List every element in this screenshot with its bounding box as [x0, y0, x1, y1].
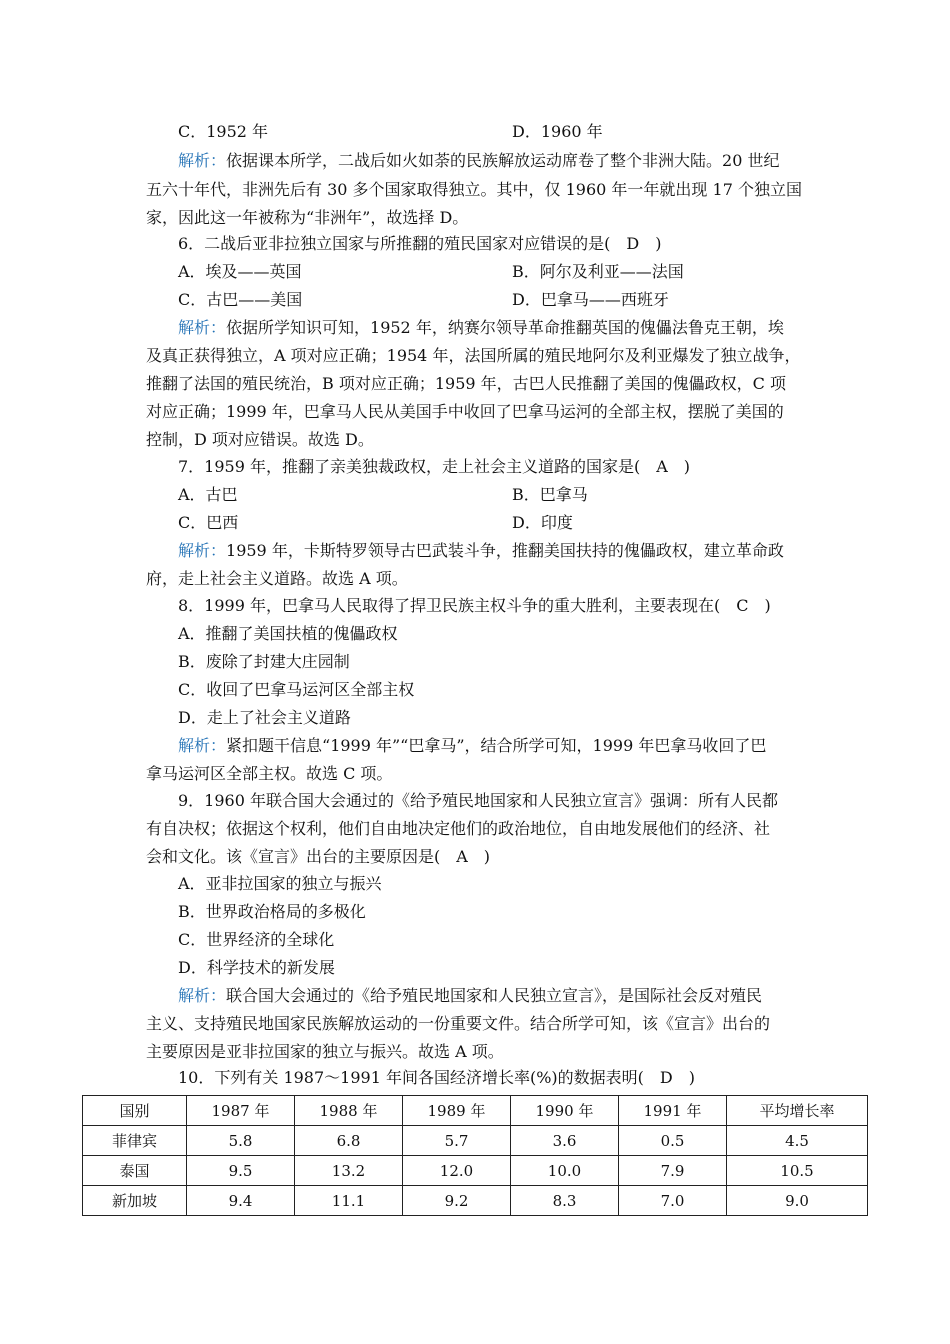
q8-analysis-line: 拿马运河区全部主权。故选 C 项。	[146, 764, 393, 783]
q7-option-a: A．古巴	[178, 485, 238, 504]
q9-option-b: B．世界政治格局的多极化	[178, 902, 366, 921]
q6-option-c: C．古巴——美国	[178, 290, 303, 309]
table-cell-country: 菲律宾	[83, 1126, 187, 1156]
table-cell: 11.1	[295, 1186, 403, 1216]
q8-analysis-line: 解析：紧扣题干信息“1999 年”“巴拿马”，结合所学可知，1999 年巴拿马收回了巴	[178, 736, 767, 755]
analysis-label: 解析：	[178, 986, 227, 1005]
q6-analysis-line: 解析：依据所学知识可知，1952 年，纳赛尔领导革命推翻英国的傀儡法鲁克王朝，埃	[178, 318, 784, 337]
table-header-cell: 平均增长率	[727, 1096, 868, 1126]
table-cell: 7.0	[619, 1186, 727, 1216]
q7-analysis-line: 解析：1959 年，卡斯特罗领导古巴武装斗争，推翻美国扶持的傀儡政权，建立革命政	[178, 541, 784, 560]
q7-stem: 7．1959 年，推翻了亲美独裁政权，走上社会主义道路的国家是( A )	[178, 457, 691, 476]
q6-analysis-line: 对应正确；1999 年，巴拿马人民从美国手中收回了巴拿马运河的全部主权，摆脱了美国的	[146, 402, 784, 421]
q5-analysis-line: 五六十年代，非洲先后有 30 多个国家取得独立。其中，仅 1960 年一年就出现 17 个独立国	[146, 180, 802, 199]
q8-stem: 8．1999 年，巴拿马人民取得了捍卫民族主权斗争的重大胜利，主要表现在( C )	[178, 596, 771, 615]
table-cell: 12.0	[403, 1156, 511, 1186]
q8-option-a: A．推翻了美国扶植的傀儡政权	[178, 624, 398, 643]
q5-option-c: C．1952 年	[178, 122, 269, 141]
table-header-cell: 1990 年	[511, 1096, 619, 1126]
q7-option-d: D．印度	[512, 513, 573, 532]
table-cell: 3.6	[511, 1126, 619, 1156]
table-row	[83, 1126, 868, 1156]
q6-option-d: D．巴拿马——西班牙	[512, 290, 669, 309]
q5-option-d: D．1960 年	[512, 122, 603, 141]
q9-stem-line: 会和文化。该《宣言》出台的主要原因是( A )	[146, 847, 491, 866]
q9-analysis-line: 主义、支持殖民地国家民族解放运动的一份重要文件。结合所学可知，该《宣言》出台的	[146, 1014, 771, 1033]
table-cell: 0.5	[619, 1126, 727, 1156]
q9-option-a: A．亚非拉国家的独立与振兴	[178, 874, 382, 893]
q9-option-c: C．世界经济的全球化	[178, 930, 335, 949]
q5-analysis-line: 解析：依据课本所学，二战后如火如荼的民族解放运动席卷了整个非洲大陆。20 世纪	[178, 151, 780, 170]
table-cell: 9.0	[727, 1186, 868, 1216]
q9-analysis-line: 主要原因是亚非拉国家的独立与振兴。故选 A 项。	[146, 1042, 504, 1061]
analysis-label: 解析：	[178, 318, 227, 337]
table-cell: 4.5	[727, 1126, 868, 1156]
q5-analysis-line: 家，因此这一年被称为“非洲年”，故选择 D。	[146, 208, 469, 227]
q7-option-b: B．巴拿马	[512, 485, 588, 504]
table-header-cell: 1989 年	[403, 1096, 511, 1126]
table-cell: 9.4	[187, 1186, 295, 1216]
q7-option-c: C．巴西	[178, 513, 239, 532]
table-header-cell: 1988 年	[295, 1096, 403, 1126]
table-header-cell: 国别	[83, 1096, 187, 1126]
q6-stem: 6．二战后亚非拉独立国家与所推翻的殖民国家对应错误的是( D )	[178, 234, 662, 253]
q6-option-b: B．阿尔及利亚——法国	[512, 262, 684, 281]
table-cell: 9.5	[187, 1156, 295, 1186]
q9-stem-line: 有自决权；依据这个权利，他们自由地决定他们的政治地位，自由地发展他们的经济、社	[146, 819, 771, 838]
q6-analysis-line: 及真正获得独立，A 项对应正确；1954 年，法国所属的殖民地阿尔及利亚爆发了独立战争，	[146, 346, 801, 365]
table-header-row	[83, 1096, 868, 1126]
q10-stem: 10．下列有关 1987～1991 年间各国经济增长率(%)的数据表明( D )	[178, 1068, 695, 1087]
q8-option-b: B．废除了封建大庄园制	[178, 652, 350, 671]
q8-option-d: D．走上了社会主义道路	[178, 708, 351, 727]
q9-option-d: D．科学技术的新发展	[178, 958, 335, 977]
q7-analysis-line: 府，走上社会主义道路。故选 A 项。	[146, 569, 408, 588]
q8-option-c: C．收回了巴拿马运河区全部主权	[178, 680, 415, 699]
table-cell: 5.7	[403, 1126, 511, 1156]
q6-analysis-line: 控制，D 项对应错误。故选 D。	[146, 430, 374, 449]
table-cell: 10.5	[727, 1156, 868, 1186]
q9-analysis-line: 解析：联合国大会通过的《给予殖民地国家和人民独立宣言》，是国际社会反对殖民	[178, 986, 763, 1005]
table-cell: 13.2	[295, 1156, 403, 1186]
growth-rate-table	[82, 1095, 868, 1216]
table-row	[83, 1156, 868, 1186]
q9-stem-line: 9．1960 年联合国大会通过的《给予殖民地国家和人民独立宣言》强调：所有人民都	[178, 791, 778, 810]
table-header-cell: 1987 年	[187, 1096, 295, 1126]
table-cell-country: 泰国	[83, 1156, 187, 1186]
q6-analysis-line: 推翻了法国的殖民统治，B 项对应正确；1959 年，古巴人民推翻了美国的傀儡政权，C 项	[146, 374, 786, 393]
table-cell: 9.2	[403, 1186, 511, 1216]
table-cell: 10.0	[511, 1156, 619, 1186]
table-cell: 7.9	[619, 1156, 727, 1186]
analysis-label: 解析：	[178, 151, 227, 170]
q6-option-a: A．埃及——英国	[178, 262, 302, 281]
table-cell-country: 新加坡	[83, 1186, 187, 1216]
table-header-cell: 1991 年	[619, 1096, 727, 1126]
analysis-label: 解析：	[178, 541, 227, 560]
table-cell: 6.8	[295, 1126, 403, 1156]
table-cell: 8.3	[511, 1186, 619, 1216]
analysis-label: 解析：	[178, 736, 227, 755]
table-row	[83, 1186, 868, 1216]
table-cell: 5.8	[187, 1126, 295, 1156]
